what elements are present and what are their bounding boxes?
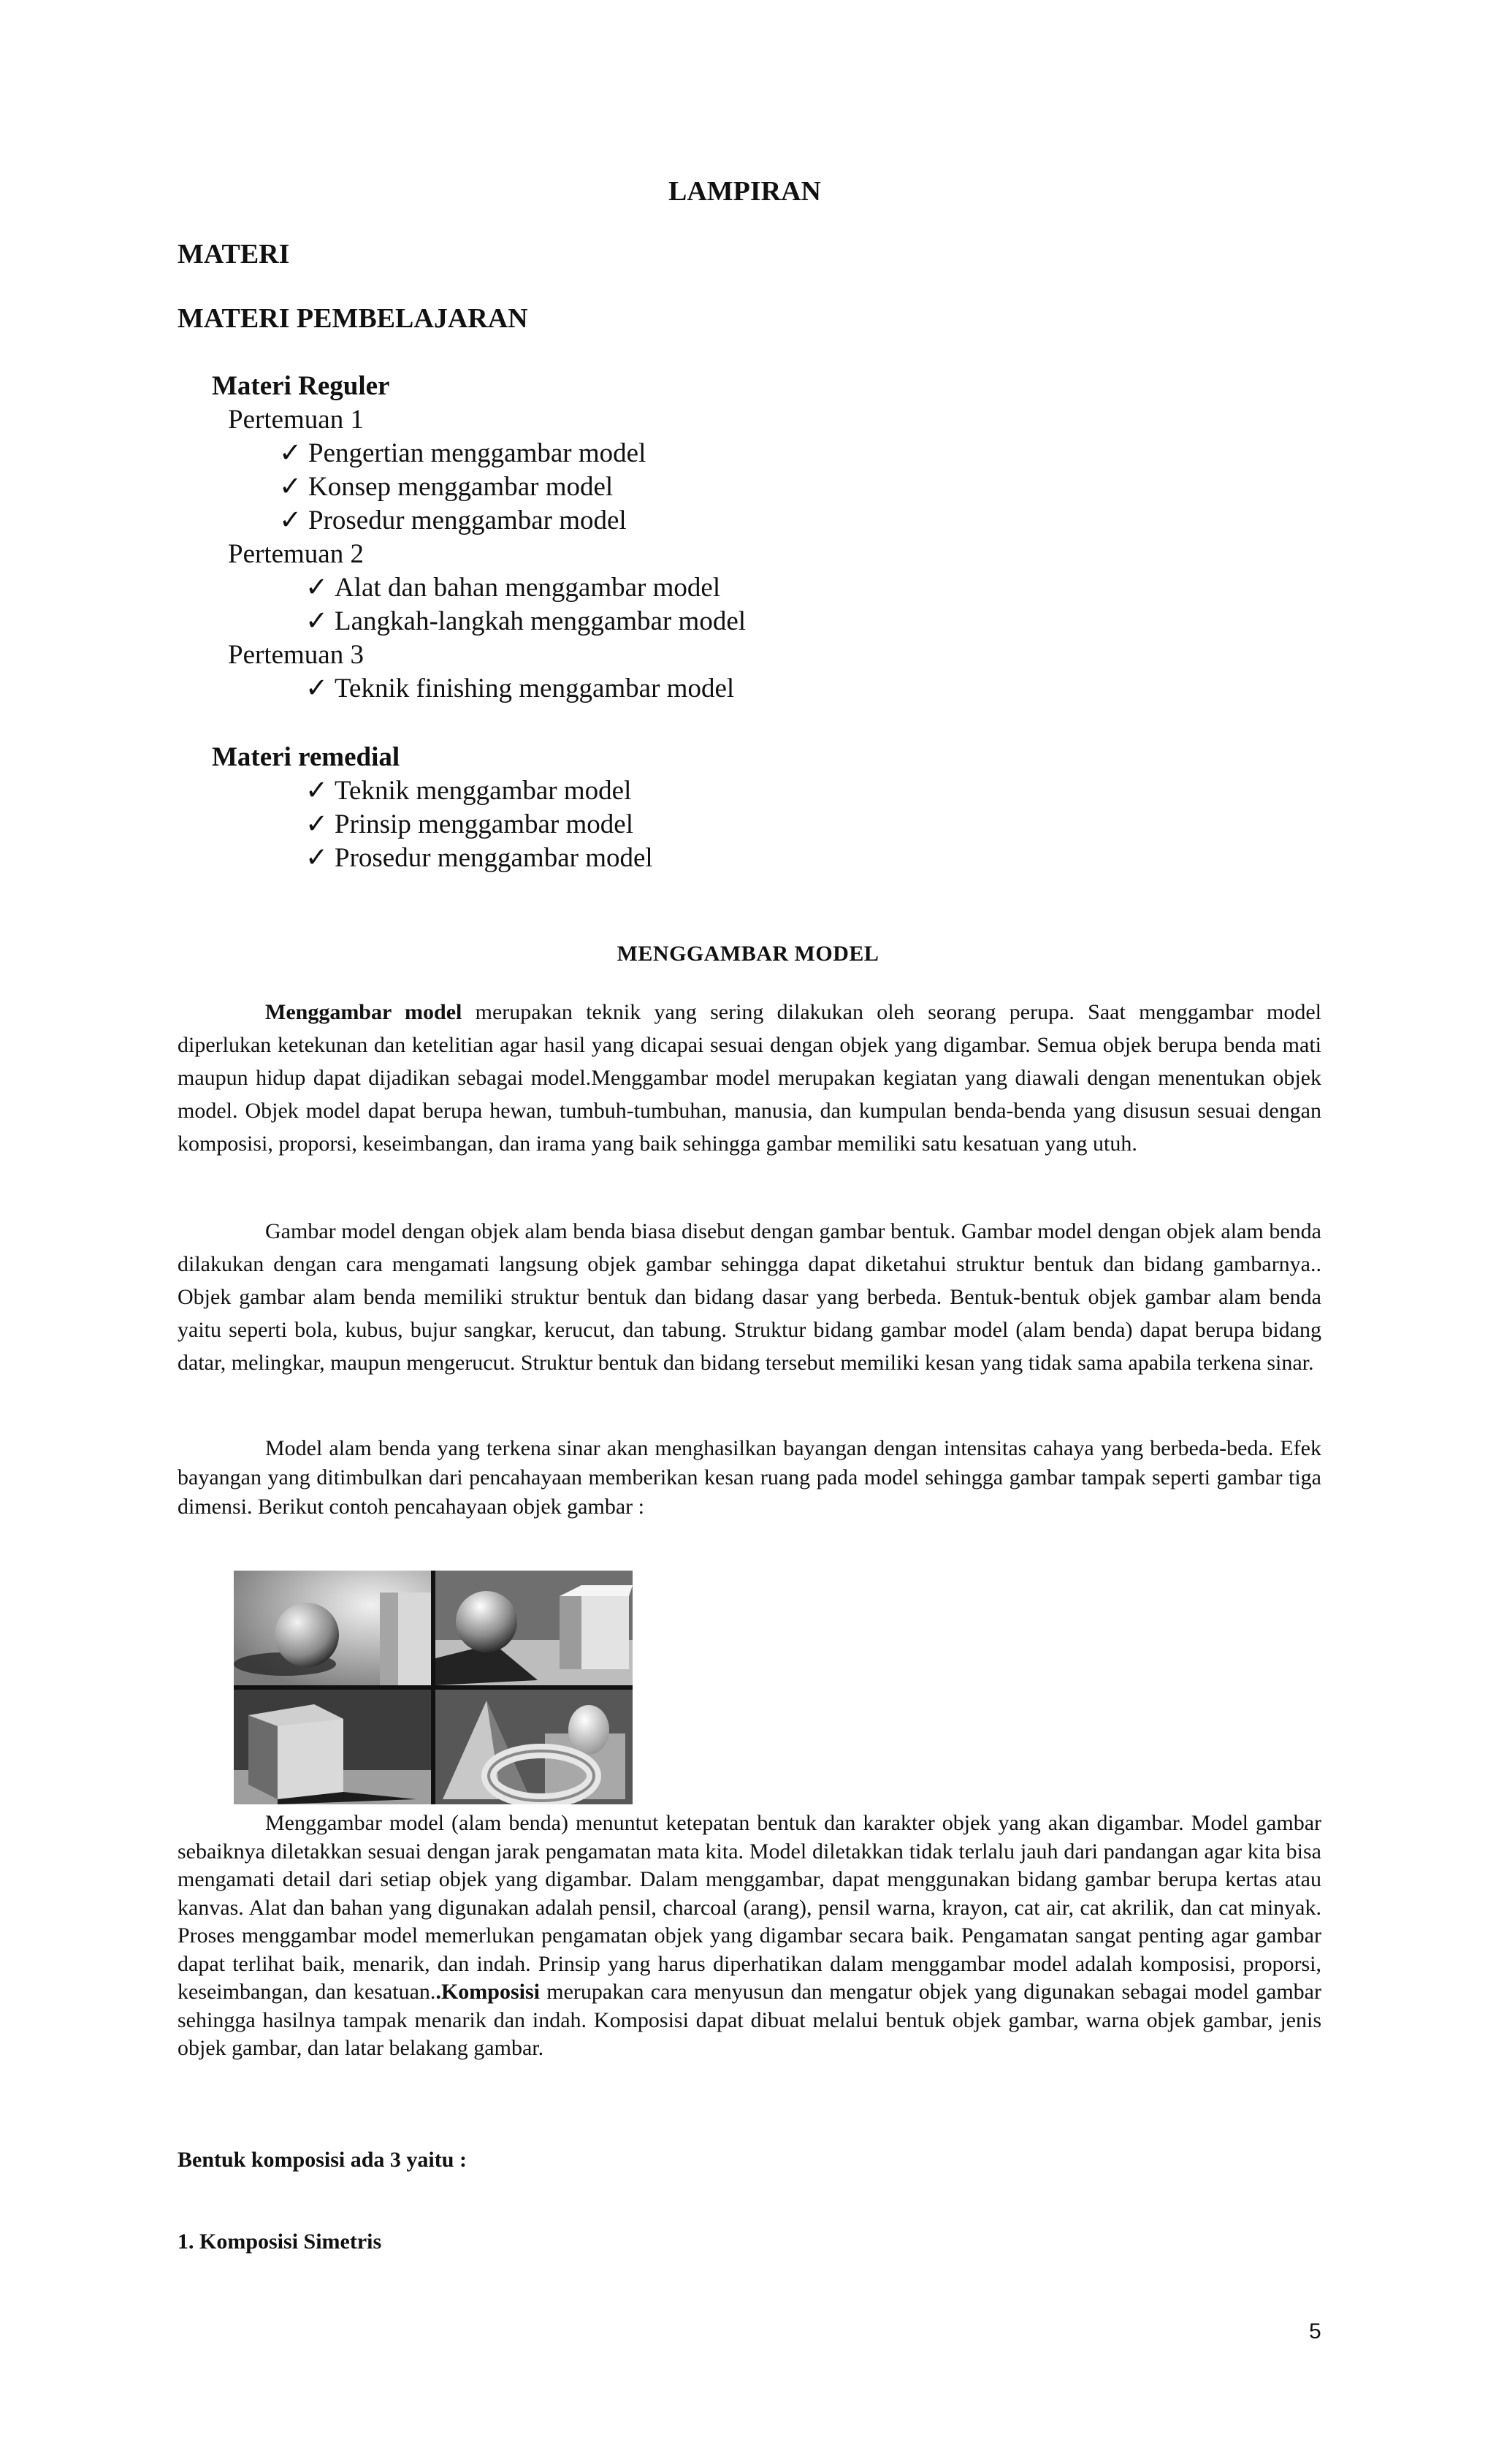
subheading-komposisi-simetris: 1. Komposisi Simetris <box>178 2230 382 2254</box>
meeting-3-label: Pertemuan 3 <box>228 640 364 670</box>
list-item <box>212 672 746 706</box>
list-item <box>212 605 746 638</box>
title-lampiran: LAMPIRAN <box>668 176 821 207</box>
meeting-1-label: Pertemuan 1 <box>228 405 364 435</box>
list-item-text: Langkah-langkah menggambar model <box>335 606 747 636</box>
paragraph-4 <box>178 1809 1321 2063</box>
check-icon: ✓ <box>305 776 329 806</box>
list-item <box>212 504 746 538</box>
section-title: MENGGAMBAR MODEL <box>617 942 879 966</box>
list-item-text: Prinsip menggambar model <box>335 809 633 839</box>
list-item-text: Prosedur menggambar model <box>335 843 653 873</box>
list-item <box>212 571 746 605</box>
paragraph-2-text: Gambar model dengan objek alam benda biasa disebut dengan gambar bentuk. Gambar model dengan objek alam benda dilakukan dengan cara mengamati langsung objek gambar sehingga dapat diketahui struktur bentuk dan bidang gambarnya.. Objek gambar alam benda memiliki struktur bentuk dan bidang dasar yang berbeda. Bentuk-bentuk objek gambar alam benda yaitu seperti bola, kubus, bujur sangkar, kerucut, dan tabung. Struktur bidang gambar model (alam benda) dapat berupa bidang datar, melingkar, maupun mengerucut. Struktur bentuk dan bidang tersebut memiliki kesan yang tidak sama apabila terkena sinar. <box>178 1219 1321 1375</box>
cone-ring-egg-photo <box>435 1690 633 1804</box>
check-icon: ✓ <box>305 573 329 603</box>
cube-photo <box>234 1690 431 1804</box>
paragraph-4-bold: .Komposisi <box>435 1980 540 2004</box>
paragraph-4-text-b: merupakan cara menyusun dan mengatur objek yang digunakan sebagai model gambar sehingga hasilnya tampak menarik dan indah. Komposisi dapat dibuat melalui bentuk objek gambar, warna objek gambar, jenis objek gambar, dan latar belakang gambar. <box>178 1980 1321 2060</box>
list-item <box>212 437 746 470</box>
meeting-2-label: Pertemuan 2 <box>228 539 364 569</box>
list-item <box>212 842 746 875</box>
paragraph-1-lead: Menggambar model <box>265 1000 462 1024</box>
heading-materi-pembelajaran: MATERI PEMBELAJARAN <box>178 303 528 334</box>
sphere-cube-photo <box>435 1571 633 1685</box>
check-icon: ✓ <box>279 506 302 535</box>
list-item-text: Teknik menggambar model <box>335 776 632 806</box>
paragraph-1 <box>178 996 1321 1160</box>
page-number: 5 <box>1309 2319 1321 2343</box>
check-icon: ✓ <box>279 438 302 468</box>
paragraph-4-text-a: Menggambar model (alam benda) menuntut ketepatan bentuk dan karakter objek yang akan digambar. Model gambar sebaiknya diletakkan sesuai dengan jarak pengamatan mata kita. Model diletakkan tidak terlalu jauh dari pandangan agar kita bisa mengamati detail dari setiap objek yang digambar. Dalam menggambar, dapat menggunakan bidang gambar berupa kertas atau kanvas. Alat dan bahan yang digunakan adalah pensil, charcoal (arang), pensil warna, krayon, cat air, cat akrilik, dan cat minyak. Proses menggambar model memerlukan pengamatan objek yang digambar secara baik. Pengamatan sangat penting agar gambar dapat terlihat baik, menarik, dan indah. Prinsip yang harus diperhatikan dalam menggambar model adalah komposisi, proporsi, keseimbangan, dan kesatuan. <box>178 1811 1321 2004</box>
list-item-text: Pengertian menggambar model <box>308 438 646 468</box>
heading-materi: MATERI <box>178 239 290 270</box>
check-icon: ✓ <box>305 674 329 703</box>
check-icon: ✓ <box>279 472 302 502</box>
materi-list <box>212 370 746 875</box>
list-item-text: Alat dan bahan menggambar model <box>335 573 721 603</box>
lighting-example-image <box>234 1571 633 1804</box>
paragraph-3-text: Model alam benda yang terkena sinar akan menghasilkan bayangan dengan intensitas cahaya yang berbeda-beda. Efek bayangan yang ditimbulkan dari pencahayaan memberikan kesan ruang pada model sehingga gambar tampak seperti gambar tiga dimensi. Berikut contoh pencahayaan objek gambar : <box>178 1436 1321 1519</box>
list-item <box>212 774 746 808</box>
subheading-bentuk-komposisi: Bentuk komposisi ada 3 yaitu : <box>178 2148 467 2172</box>
materi-reguler-title: Materi Reguler <box>212 371 390 401</box>
check-icon: ✓ <box>305 843 329 873</box>
check-icon: ✓ <box>305 809 329 839</box>
sphere-shadow-photo <box>234 1571 431 1685</box>
list-item <box>212 808 746 842</box>
list-item <box>212 470 746 504</box>
check-icon: ✓ <box>305 606 329 636</box>
paragraph-3 <box>178 1434 1321 1522</box>
list-item-text: Prosedur menggambar model <box>308 506 627 535</box>
paragraph-2 <box>178 1215 1321 1379</box>
list-item-text: Konsep menggambar model <box>308 472 614 502</box>
materi-remedial-title: Materi remedial <box>212 742 400 772</box>
paragraph-1-text: merupakan teknik yang sering dilakukan oleh seorang perupa. Saat menggambar model diperlukan ketekunan dan ketelitian agar hasil yang dicapai sesuai dengan objek yang digambar. Semua objek berupa benda mati maupun hidup dapat dijadikan sebagai model.Menggambar model merupakan kegiatan yang diawali dengan menentukan objek model. Objek model dapat berupa hewan, tumbuh-tumbuhan, manusia, dan kumpulan benda-benda yang disusun sesuai dengan komposisi, proporsi, keseimbangan, dan irama yang baik sehingga gambar memiliki satu kesatuan yang utuh. <box>178 1000 1321 1156</box>
list-item-text: Teknik finishing menggambar model <box>335 674 735 703</box>
